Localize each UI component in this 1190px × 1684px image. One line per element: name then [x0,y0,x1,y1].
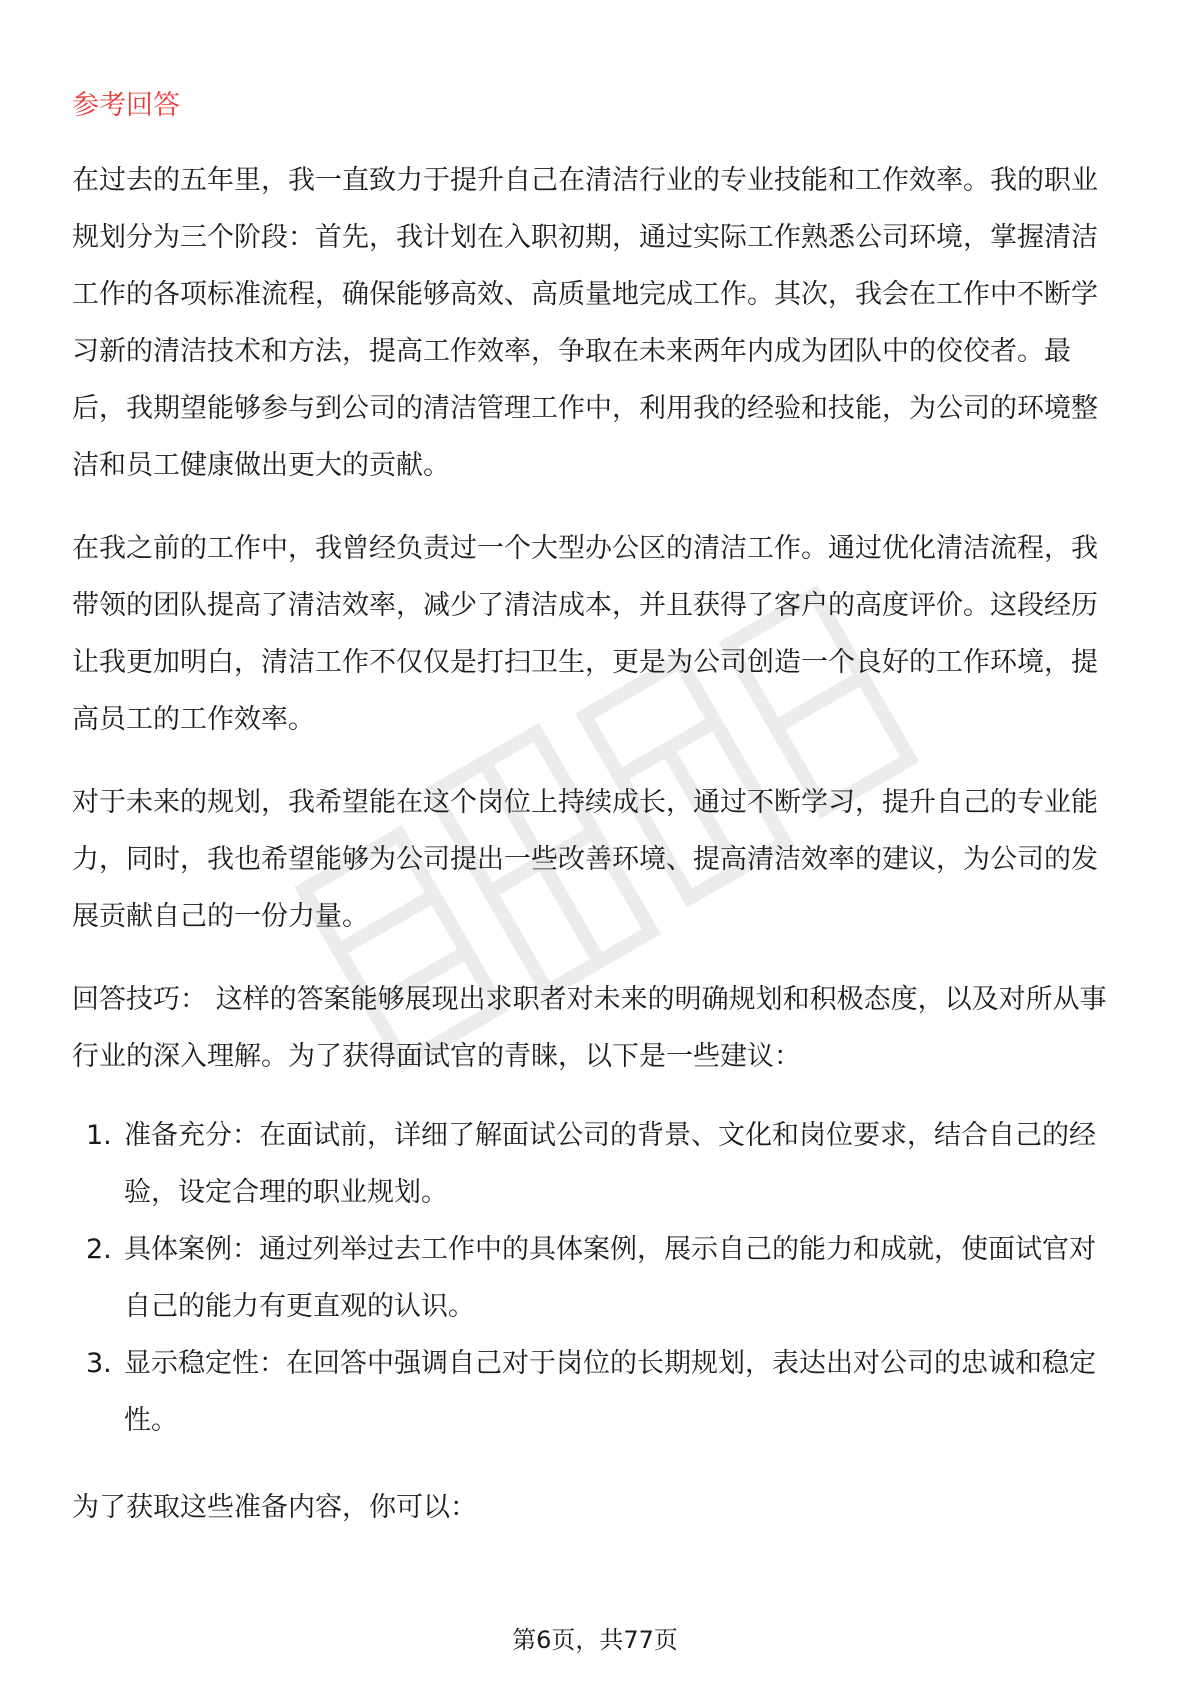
list-item-text: 显示稳定性：在回答中强调自己对于岗位的长期规划，表达出对公司的忠诚和稳定性。 [124,1348,1096,1436]
answer-paragraph: 在我之前的工作中，我曾经负责过一个大型办公区的清洁工作。通过优化清洁流程，我带领的团队提高了清洁效率，减少了清洁成本，并且获得了客户的高度评价。这段经历让我更加明白，清洁工作不仅仅是打扫卫生，更是为公司创造一个良好的工作环境，提高员工的工作效率。 [72,533,1098,735]
answer-paragraph: 对于未来的规划，我希望能在这个岗位上持续成长，通过不断学习，提升自己的专业能力，同时，我也希望能够为公司提出一些改善环境、提高清洁效率的建议，为公司的发展贡献自己的一份力量。 [72,787,1098,932]
list-item-number: 2. [86,1234,112,1265]
list-item-text: 准备充分：在面试前，详细了解面试公司的背景、文化和岗位要求，结合自己的经验，设定合理的职业规划。 [124,1120,1096,1208]
list-item [72,1221,1120,1335]
closing-paragraph: 为了获取这些准备内容，你可以： [72,1492,477,1523]
list-item [72,1107,1120,1221]
page-number: 第6页，共77页 [512,1626,678,1654]
answer-paragraph: 在过去的五年里，我一直致力于提升自己在清洁行业的专业技能和工作效率。我的职业规划分为三个阶段：首先，我计划在入职初期，通过实际工作熟悉公司环境，掌握清洁工作的各项标准流程，确保能够高效、高质量地完成工作。其次，我会在工作中不断学习新的清洁技术和方法，提高工作效率，争取在未来两年内成为团队中的佼佼者。最后，我期望能够参与到公司的清洁管理工作中，利用我的经验和技能，为公司的环境整洁和员工健康做出更大的贡献。 [72,165,1098,481]
list-item-number: 1. [86,1120,112,1151]
list-item [72,1335,1120,1449]
tips-intro-paragraph: 回答技巧： 这样的答案能够展现出求职者对未来的明确规划和积极态度，以及对所从事行业的深入理解。为了获得面试官的青睐，以下是一些建议： [72,984,1107,1072]
section-title: 参考回答 [72,90,180,121]
answer-content [72,86,1120,1536]
tips-list [72,1107,1120,1449]
list-item-text: 具体案例：通过列举过去工作中的具体案例，展示自己的能力和成就，使面试官对自己的能力有更直观的认识。 [124,1234,1096,1322]
list-item-number: 3. [86,1348,112,1379]
